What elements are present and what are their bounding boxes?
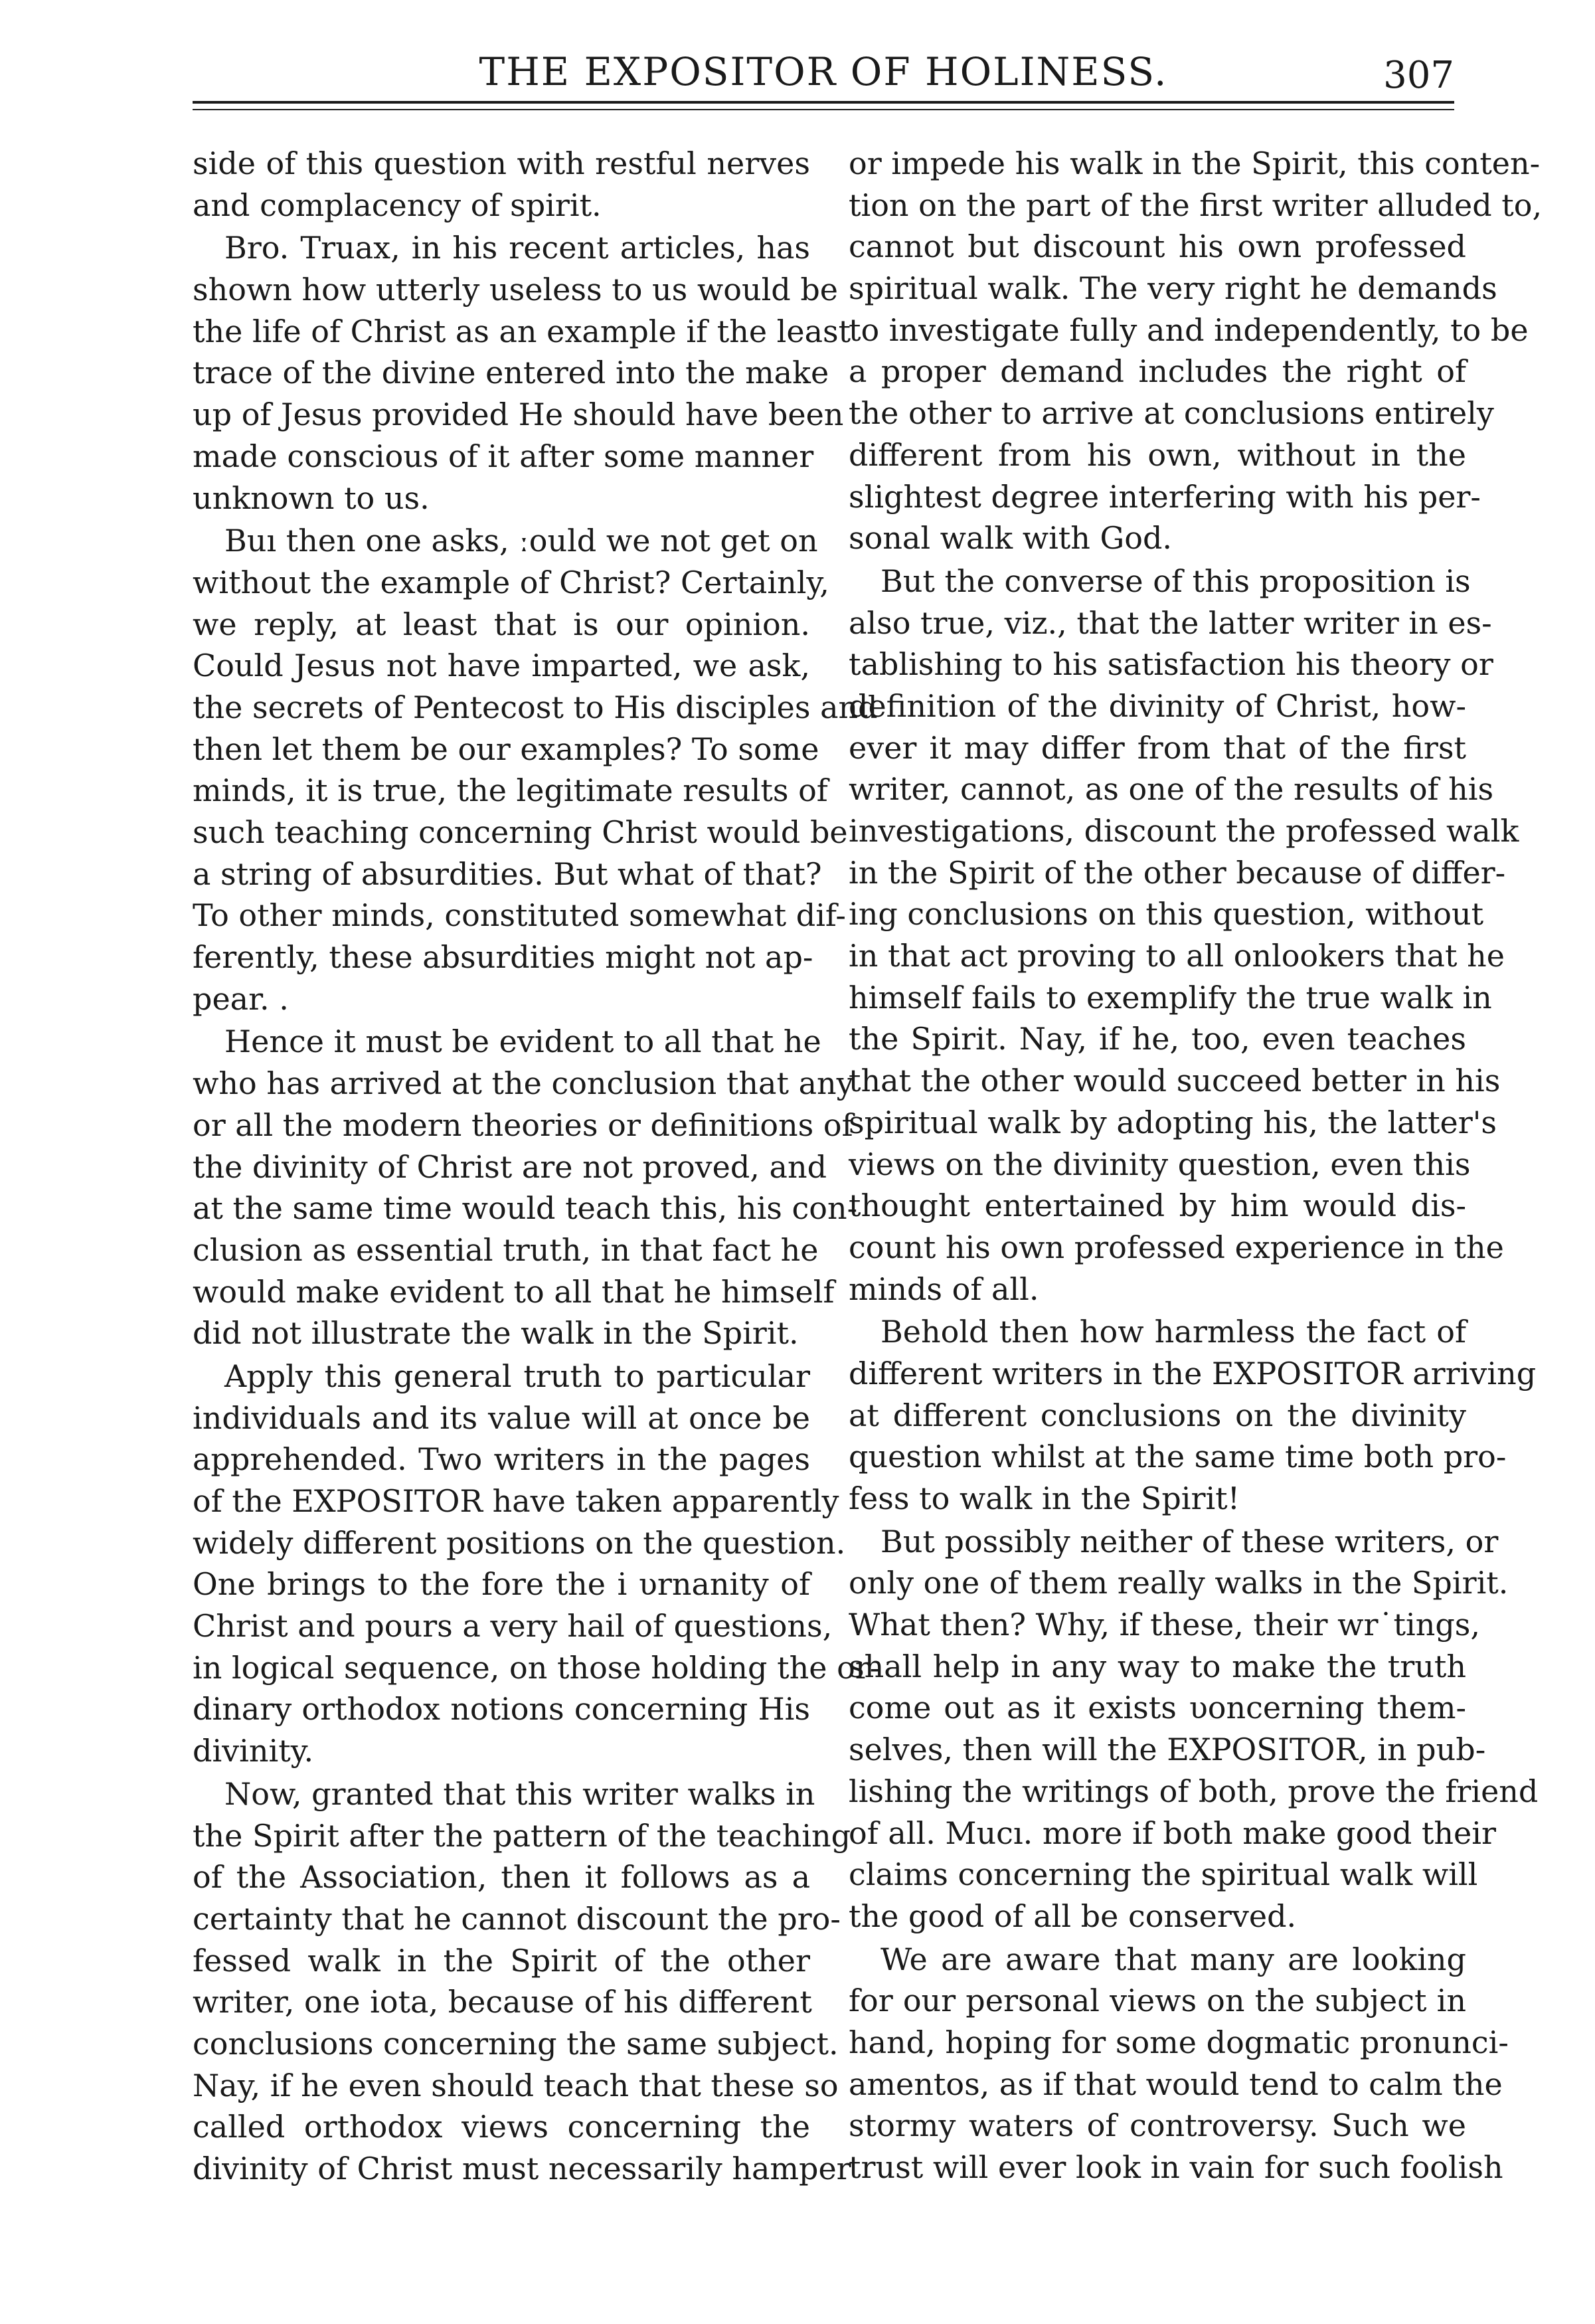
text-line: writer, cannot, as one of the results of his (849, 771, 1494, 808)
text-line: that the other would succeed better in his (849, 1063, 1501, 1099)
paragraph (193, 520, 878, 1020)
text-line: cannot but discount his own professed (849, 228, 1466, 265)
text-line: Apply this general truth to particular (224, 1358, 810, 1394)
text-line: the Spirit. Nay, if he, too, even teaches (849, 1021, 1466, 1057)
paragraph (193, 143, 810, 226)
text-line: side of this question with restful nerves (193, 145, 810, 181)
text-line: minds, it is true, the legitimate results of (193, 772, 828, 809)
text-line: apprehended. Two writers in the pages (193, 1441, 810, 1478)
text-line: the life of Christ as an example if the least (193, 313, 851, 349)
text-line: What then? Why, if these, their wr˙tings, (849, 1607, 1480, 1643)
paragraph (849, 1521, 1539, 1937)
text-line: widely different positions on the question. (193, 1524, 846, 1561)
text-line: the secrets of Pentecost to His disciples and (193, 689, 878, 725)
header-rule-thin (193, 109, 1454, 110)
text-line: and complacency of spirit. (193, 187, 602, 223)
text-line: But possibly neither of these writers, or (881, 1523, 1499, 1560)
text-line: dinary orthodox notions concerning His (193, 1691, 810, 1728)
text-line: come out as it exists υoncerning them- (849, 1690, 1466, 1726)
header-rule (193, 101, 1454, 104)
text-line: Bro. Truax, in his recent articles, has (224, 230, 810, 266)
text-line: different from his own, without in the (849, 436, 1466, 473)
text-line: ing conclusions on this question, without (849, 896, 1484, 933)
text-line: tion on the part of the first writer alluded to, (849, 187, 1543, 223)
text-line: slightest degree interfering with his per- (849, 478, 1481, 515)
text-line: who has arrived at the conclusion that any (193, 1065, 854, 1102)
text-line: lishing the writings of both, prove the friend (849, 1773, 1539, 1809)
text-line: the good of all be conserved. (849, 1898, 1297, 1934)
text-line: also true, viz., that the latter writer in es- (849, 604, 1492, 641)
paragraph (849, 143, 1543, 559)
text-line: for our personal views on the subject in (849, 1983, 1466, 2019)
text-line: We are aware that many are looking (881, 1941, 1466, 1977)
text-line: called orthodox views concerning the (193, 2109, 810, 2145)
text-line: certainty that he cannot discount the pro- (193, 1900, 841, 1937)
text-line: Christ and pours a very hail of questions, (193, 1608, 833, 1645)
text-line: sonal walk with God. (849, 520, 1173, 557)
text-line: the divinity of Christ are not proved, and (193, 1148, 827, 1185)
text-line: selves, then will the EXPOSITOR, in pub- (849, 1732, 1486, 1768)
text-line: conclusions concerning the same subject. (193, 2025, 839, 2062)
text-line: trust will ever look in vain for such foolish (849, 2149, 1503, 2185)
text-line: made conscious of it after some manner (193, 438, 814, 474)
text-line: claims concerning the spiritual walk will (849, 1856, 1478, 1893)
text-line: ferently, these absurdities might not ap- (193, 939, 813, 976)
right-column (849, 143, 1543, 2190)
running-header (193, 45, 1454, 98)
text-line: without the example of Christ? Certainly, (193, 564, 829, 600)
text-line: we reply, at least that is our opinion. (193, 606, 810, 642)
text-line: did not illustrate the walk in the Spirit. (193, 1315, 799, 1352)
text-line: only one of them really walks in the Spirit. (849, 1565, 1509, 1601)
text-line: of the Association, then it follows as a (193, 1859, 810, 1896)
text-line: spiritual walk by adopting his, the latter's (849, 1104, 1497, 1140)
text-line: Could Jesus not have imparted, we ask, (193, 648, 810, 684)
text-line: at the same time would teach this, his con- (193, 1190, 858, 1227)
page-number: 307 (1383, 54, 1454, 97)
text-line: spiritual walk. The very right he demands (849, 270, 1497, 307)
text-line: in the Spirit of the other because of differ- (849, 854, 1506, 891)
text-line: Nay, if he even should teach that these so (193, 2067, 839, 2103)
text-line: unknown to us. (193, 480, 430, 516)
text-line: amentos, as if that would tend to calm the (849, 2066, 1503, 2102)
text-line: views on the divinity question, even this (849, 1146, 1471, 1182)
text-line: But the converse of this proposition is (881, 563, 1471, 599)
text-line: then let them be our examples? To some (193, 731, 819, 767)
text-line: Behold then how harmless the fact of (881, 1314, 1466, 1350)
text-line: the Spirit after the pattern of the teaching (193, 1817, 851, 1854)
text-line: of all. Mucı. more if both make good their (849, 1815, 1496, 1851)
text-line: at different conclusions on the divinity (849, 1397, 1466, 1433)
text-line: One brings to the fore the i υrnanity of (193, 1566, 810, 1603)
paragraph (849, 1311, 1537, 1519)
text-line: Now, granted that this writer walks in (224, 1775, 815, 1812)
paragraph (849, 1939, 1509, 2189)
text-line: a proper demand includes the right of (849, 353, 1466, 390)
text-line: fessed walk in the Spirit of the other (193, 1942, 810, 1979)
text-line: such teaching concerning Christ would be (193, 814, 848, 850)
left-column (193, 143, 881, 2191)
text-line: pear. . (193, 980, 289, 1017)
paragraph (193, 227, 851, 519)
text-line: hand, hoping for some dogmatic pronunci- (849, 2024, 1509, 2060)
text-line: shown how utterly useless to us would be (193, 272, 839, 308)
text-line: To other minds, constituted somewhat dif- (193, 897, 846, 934)
text-line: ever it may differ from that of the first (849, 729, 1466, 766)
text-line: minds of all. (849, 1271, 1039, 1307)
paragraph (193, 1021, 858, 1354)
text-line: the other to arrive at conclusions entirely (849, 395, 1494, 432)
text-line: divinity of Christ must necessarily hamper (193, 2151, 851, 2187)
text-line: would make evident to all that he himself (193, 1273, 835, 1310)
text-line: up of Jesus provided He should have been (193, 397, 844, 433)
text-line: individuals and its value will at once be (193, 1399, 810, 1436)
paragraph (193, 1356, 881, 1772)
text-line: trace of the divine entered into the make (193, 355, 829, 391)
text-line: investigations, discount the professed walk (849, 813, 1519, 849)
text-line: Hence it must be evident to all that he (224, 1024, 821, 1060)
text-line: thought entertained by him would dis- (849, 1188, 1466, 1224)
text-line: count his own professed experience in the (849, 1229, 1504, 1265)
text-line: Buı then one asks, ːould we not get on (224, 523, 818, 559)
text-line: fess to walk in the Spirit! (849, 1480, 1240, 1516)
text-line: or all the modern theories or definitions of (193, 1107, 853, 1143)
text-line: a string of absurdities. But what of that? (193, 855, 822, 892)
text-line: question whilst at the same time both pro- (849, 1439, 1507, 1475)
text-line: different writers in the EXPOSITOR arriving (849, 1355, 1537, 1391)
text-line: tablishing to his satisfaction his theory or (849, 646, 1493, 683)
text-line: definition of the divinity of Christ, how- (849, 687, 1466, 724)
text-line: clusion as essential truth, in that fact he (193, 1231, 819, 1268)
text-line: to investigate fully and independently, to be (849, 312, 1529, 348)
text-line: himself fails to exemplify the true walk in (849, 979, 1492, 1016)
text-line: stormy waters of controversy. Such we (849, 2107, 1466, 2144)
text-line: of the EXPOSITOR have taken apparently (193, 1483, 839, 1519)
text-line: or impede his walk in the Spirit, this conten- (849, 145, 1541, 181)
paragraph (193, 1773, 851, 2190)
text-line: writer, one iota, because of his different (193, 1984, 812, 2020)
paragraph (849, 561, 1519, 1310)
text-line: shall help in any way to make the truth (849, 1648, 1466, 1684)
text-line: in that act proving to all onlookers that he (849, 938, 1505, 974)
running-title: THE EXPOSITOR OF HOLINESS. (479, 49, 1168, 94)
text-line: divinity. (193, 1733, 314, 1769)
text-line: in logical sequence, on those holding the or- (193, 1649, 881, 1686)
